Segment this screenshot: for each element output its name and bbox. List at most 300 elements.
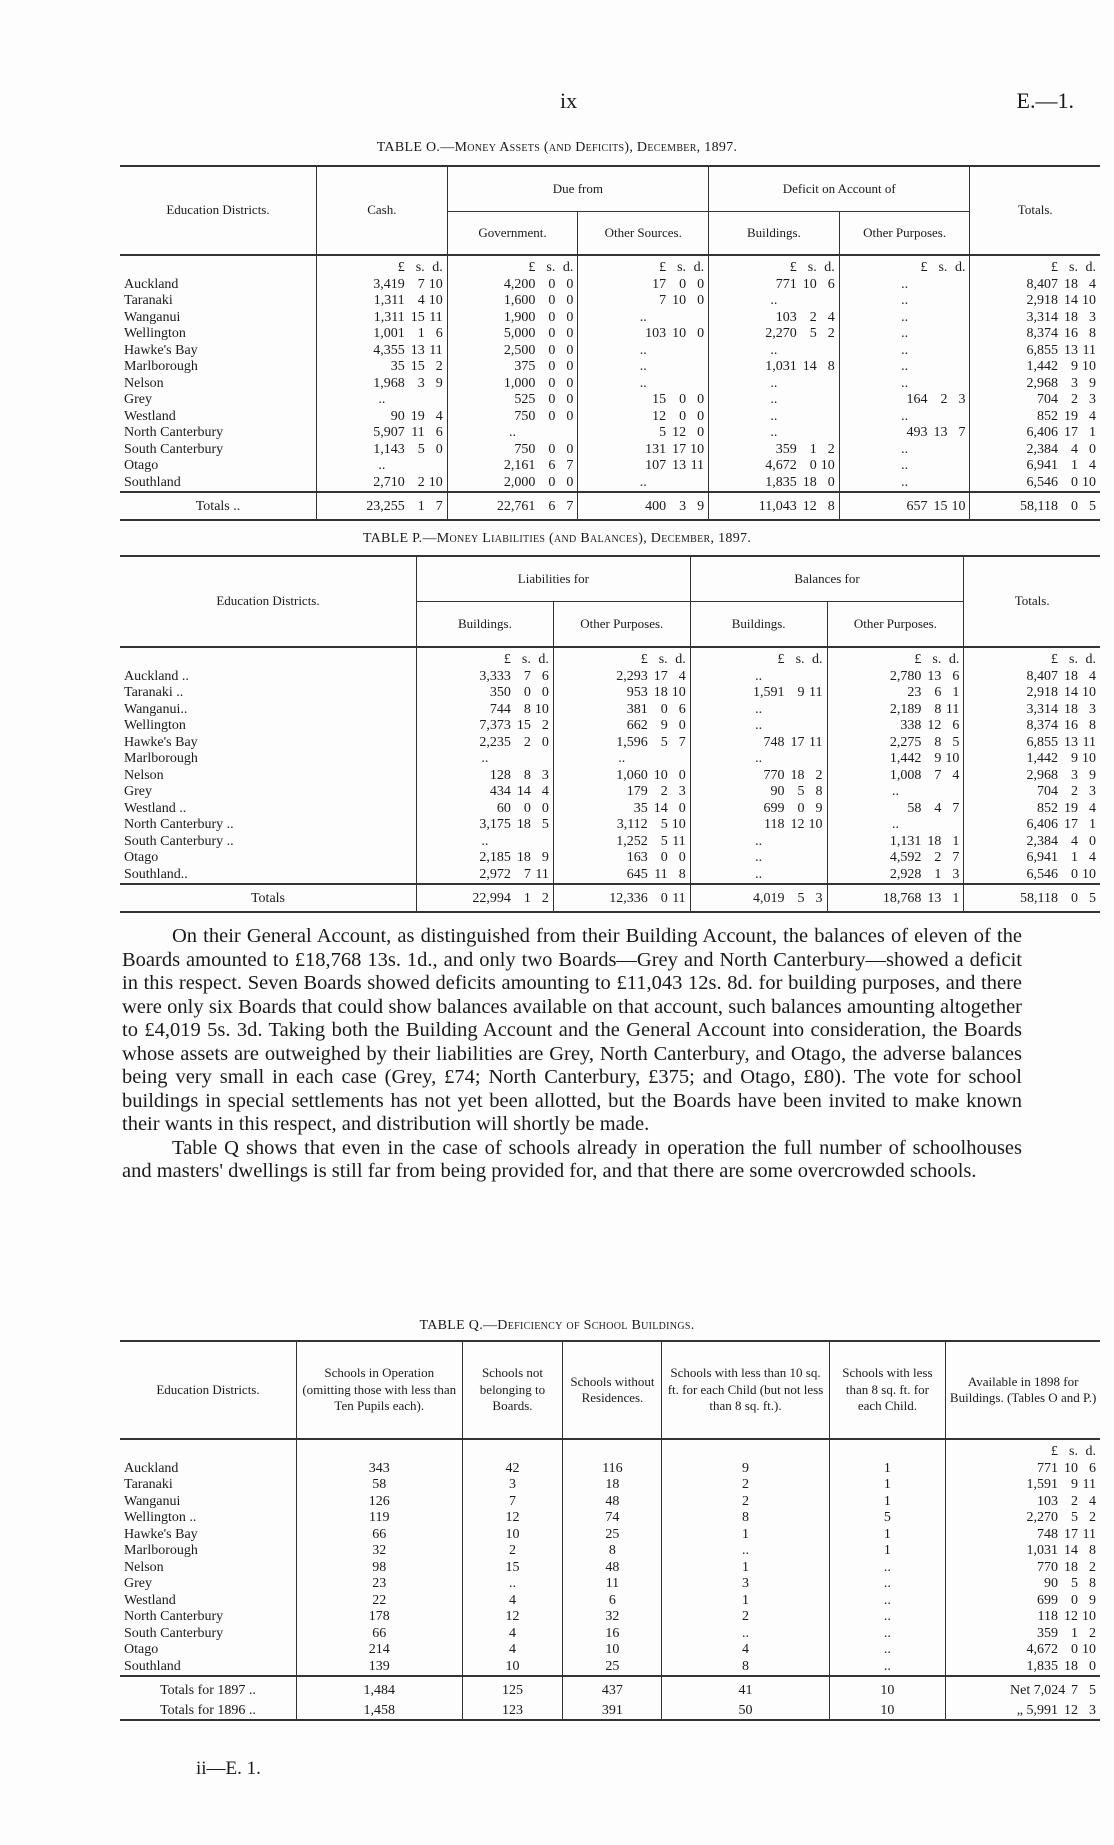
shillings: 2 bbox=[523, 734, 531, 750]
shillings: 9 bbox=[934, 751, 942, 766]
amount bbox=[879, 260, 965, 277]
shillings: 0 bbox=[548, 441, 556, 457]
value-cell bbox=[417, 801, 554, 818]
shillings: 13 bbox=[1064, 342, 1078, 358]
table-row bbox=[120, 1593, 1100, 1610]
col-header-district: Education Districts. bbox=[166, 202, 270, 218]
amount bbox=[487, 475, 573, 492]
amount bbox=[600, 702, 686, 719]
pounds: 1,442 bbox=[1026, 751, 1058, 766]
amount bbox=[1010, 784, 1096, 801]
shillings: 2 bbox=[934, 850, 942, 865]
total-cell bbox=[709, 492, 840, 520]
value-cell bbox=[417, 735, 554, 752]
units-cell bbox=[839, 255, 970, 277]
value-cell bbox=[946, 1626, 1100, 1643]
value-cell: .. bbox=[829, 1593, 946, 1610]
col-header-liab-other: Other Purposes. bbox=[553, 602, 690, 648]
amount bbox=[749, 458, 835, 475]
pounds: 163 bbox=[626, 850, 648, 865]
value-cell bbox=[553, 784, 690, 801]
district-label: Southland.. bbox=[124, 866, 188, 882]
shillings: 2 bbox=[940, 392, 948, 407]
pounds: 3,175 bbox=[479, 817, 511, 832]
amount bbox=[1010, 1543, 1096, 1560]
pence: 11 bbox=[809, 685, 823, 700]
pence: 3 bbox=[1089, 392, 1096, 407]
pence: 5 bbox=[1089, 1683, 1096, 1698]
amount bbox=[1010, 310, 1096, 327]
pence: 7 bbox=[566, 499, 574, 514]
pounds: 525 bbox=[514, 392, 536, 407]
shillings: 18 bbox=[1064, 668, 1078, 684]
shillings: 13 bbox=[927, 668, 942, 684]
value-cell: .. bbox=[578, 343, 709, 360]
amount bbox=[1010, 1703, 1096, 1720]
district-name bbox=[120, 1593, 297, 1610]
amount bbox=[618, 458, 704, 475]
shillings: 0 bbox=[548, 408, 556, 424]
value-cell: 126 bbox=[297, 1494, 463, 1511]
shillings: 4 bbox=[1071, 833, 1078, 849]
amount bbox=[600, 718, 686, 735]
shillings: 5 bbox=[1071, 1510, 1078, 1525]
shillings: s. bbox=[1069, 1444, 1078, 1459]
total-cell: 123 bbox=[462, 1703, 563, 1721]
amount bbox=[618, 409, 704, 426]
pence: d. bbox=[1085, 260, 1096, 275]
total-cell bbox=[964, 884, 1100, 912]
pence: 1 bbox=[952, 891, 960, 906]
amount bbox=[618, 277, 704, 294]
value-cell bbox=[317, 310, 448, 327]
col-header-5: Schools with less than 8 sq. ft. for each Child. bbox=[829, 1341, 946, 1439]
value-cell bbox=[690, 685, 827, 702]
pounds: 3,419 bbox=[373, 276, 405, 292]
value-cell: 1 bbox=[662, 1527, 829, 1544]
pence: 10 bbox=[534, 701, 549, 717]
district-label: Totals for 1896 .. bbox=[160, 1702, 256, 1718]
pence: 8 bbox=[1089, 1576, 1096, 1591]
amount bbox=[737, 817, 823, 834]
amount bbox=[1010, 652, 1096, 669]
pounds: 4,672 bbox=[1026, 1642, 1058, 1657]
table-row bbox=[120, 735, 1100, 752]
table-row bbox=[120, 475, 1100, 493]
units-cell bbox=[690, 647, 827, 669]
pounds: 8,374 bbox=[1026, 718, 1058, 733]
amount bbox=[749, 442, 835, 459]
pounds: 7 bbox=[659, 293, 667, 308]
amount bbox=[737, 685, 823, 702]
pounds: 6,546 bbox=[1026, 866, 1058, 882]
pence: 3 bbox=[541, 767, 549, 783]
table-o-title-text: Money Assets (and Deficits), December, 1897. bbox=[454, 140, 738, 155]
pence: 5 bbox=[541, 817, 549, 832]
shillings: 3 bbox=[679, 499, 687, 514]
pence: 10 bbox=[1082, 751, 1096, 766]
amount bbox=[879, 499, 965, 516]
table-row bbox=[120, 310, 1100, 327]
value-cell: 9 bbox=[662, 1461, 829, 1478]
value-cell bbox=[827, 685, 964, 702]
district-name bbox=[120, 850, 417, 867]
value-cell: .. bbox=[578, 359, 709, 376]
pounds: £ bbox=[397, 260, 405, 275]
shillings: 0 bbox=[548, 375, 556, 391]
shillings: 0 bbox=[548, 309, 556, 325]
value-cell bbox=[709, 310, 840, 327]
value-cell: 139 bbox=[297, 1659, 463, 1677]
district-name bbox=[120, 1510, 297, 1527]
units-cell bbox=[709, 255, 840, 277]
shillings: 11 bbox=[411, 425, 425, 440]
amount bbox=[879, 425, 965, 442]
pounds: 1,596 bbox=[616, 734, 648, 750]
pence: d. bbox=[432, 260, 443, 275]
shillings: 18 bbox=[1064, 1658, 1078, 1674]
district-name bbox=[120, 359, 317, 376]
col-header-0: Education Districts. bbox=[156, 1381, 260, 1397]
pence: 0 bbox=[697, 425, 705, 440]
table-row bbox=[120, 718, 1100, 735]
pence: 10 bbox=[1082, 474, 1096, 490]
pence: 3 bbox=[1089, 784, 1096, 799]
shillings: 14 bbox=[1064, 1543, 1078, 1558]
value-cell bbox=[970, 293, 1100, 310]
value-cell: 10 bbox=[462, 1527, 563, 1544]
value-cell: 48 bbox=[563, 1560, 662, 1577]
amount bbox=[463, 702, 549, 719]
value-cell: 32 bbox=[297, 1543, 463, 1560]
table-q-title-text: Deficiency of School Buildings. bbox=[497, 1318, 695, 1333]
col-header-bal-other: Other Purposes. bbox=[827, 602, 964, 648]
district-label: Otago bbox=[124, 458, 159, 473]
amount bbox=[737, 735, 823, 752]
district-label: Totals .. bbox=[195, 499, 241, 514]
pounds: 1,900 bbox=[503, 309, 536, 325]
amount bbox=[873, 751, 959, 768]
shillings: 1 bbox=[523, 891, 531, 906]
district-label: Grey bbox=[124, 784, 152, 799]
shillings: 16 bbox=[1064, 326, 1078, 341]
table-row bbox=[120, 343, 1100, 360]
pence: 10 bbox=[1082, 866, 1096, 882]
pence: 0 bbox=[1089, 833, 1096, 849]
pounds: 15 bbox=[652, 392, 667, 407]
shillings: 0 bbox=[1071, 474, 1078, 490]
pence: 6 bbox=[435, 326, 443, 341]
pence: 8 bbox=[678, 866, 686, 882]
value-cell bbox=[970, 326, 1100, 343]
value-cell bbox=[946, 1659, 1100, 1677]
pence: 11 bbox=[535, 866, 549, 882]
total-cell: 437 bbox=[563, 1676, 662, 1703]
pounds: 350 bbox=[489, 685, 511, 700]
shillings: 12 bbox=[1064, 1609, 1078, 1624]
empty-cell bbox=[120, 647, 417, 669]
value-cell bbox=[970, 458, 1100, 475]
pounds: 107 bbox=[645, 458, 667, 473]
shillings: 5 bbox=[660, 833, 668, 849]
amount bbox=[463, 735, 549, 752]
pounds: 1,031 bbox=[765, 359, 797, 374]
pounds: 1,835 bbox=[765, 474, 797, 490]
pence: 3 bbox=[1089, 701, 1096, 717]
pence: 10 bbox=[1082, 1609, 1096, 1624]
pence: 4 bbox=[678, 668, 686, 684]
col-header-6: Available in 1898 for Buildings. (Tables O and P.) bbox=[946, 1341, 1100, 1439]
pence: 11 bbox=[1082, 342, 1096, 358]
district-label: Nelson bbox=[124, 1559, 164, 1575]
pence: 11 bbox=[945, 701, 960, 717]
district-name bbox=[120, 817, 417, 834]
district-name bbox=[120, 1676, 297, 1703]
table-row bbox=[120, 1527, 1100, 1544]
amount bbox=[1010, 1560, 1096, 1577]
district-name bbox=[120, 1461, 297, 1478]
pence: 1 bbox=[1089, 425, 1096, 440]
district-name bbox=[120, 326, 317, 343]
shillings: 10 bbox=[653, 767, 668, 783]
table-row bbox=[120, 277, 1100, 294]
value-cell: 5 bbox=[829, 1510, 946, 1527]
pence: 10 bbox=[671, 685, 686, 700]
value-cell: .. bbox=[690, 718, 827, 735]
amount bbox=[1010, 409, 1096, 426]
district-name bbox=[120, 1576, 297, 1593]
pounds: 103 bbox=[1037, 1493, 1058, 1509]
shillings: 6 bbox=[934, 685, 942, 700]
shillings: 0 bbox=[548, 293, 556, 308]
pounds: 1,311 bbox=[373, 293, 405, 308]
value-cell: .. bbox=[829, 1609, 946, 1626]
value-cell bbox=[578, 277, 709, 294]
pounds: 3,333 bbox=[479, 668, 511, 684]
value-cell bbox=[317, 409, 448, 426]
amount bbox=[1010, 669, 1096, 686]
district-label: Wanganui.. bbox=[124, 701, 188, 717]
shillings: 1 bbox=[417, 326, 425, 341]
pounds: 90 bbox=[770, 784, 785, 799]
amount bbox=[463, 850, 549, 867]
pounds: 2,275 bbox=[889, 734, 922, 750]
pounds: 4,592 bbox=[889, 850, 922, 865]
shillings: 13 bbox=[410, 342, 425, 358]
col-header-4: Schools with less than 10 sq. ft. for each Child (but not less than 8 sq. ft.). bbox=[662, 1341, 829, 1439]
pence: 9 bbox=[697, 499, 705, 514]
paragraph: On their General Account, as distinguished from their Building Account, the balances of eleven of the Boards amounted to £18,768 13s. 1d., and only two Boards—Grey and North Canterbury—showed a deficit in this respect. Seven Boards showed deficits amounting to £11,043 12s. 8d. for building purposes, and there were only six Boards that could show balances available on that account, such balances amounting altogether to £4,019 5s. 3d. Taking both the Building Account and the General Account into consideration, the Boards whose assets are outweighed by their liabilities are Grey, North Canterbury, and Otago, the adverse balances being very small in each case (Grey, £74; North Canterbury, £375; and Otago, £80). The vote for school buildings in special settlements has not yet been allotted, but the Boards have been invited to make known their wants in this respect, and distribution will shortly be made. bbox=[122, 925, 1022, 1135]
pence: 4 bbox=[827, 309, 835, 325]
district-label: Marlborough bbox=[124, 1543, 198, 1558]
shillings: 7 bbox=[1071, 1683, 1078, 1698]
value-cell: .. bbox=[578, 376, 709, 393]
district-name bbox=[120, 458, 317, 475]
pounds: 2,968 bbox=[1026, 375, 1058, 391]
pence: 0 bbox=[678, 800, 686, 816]
pence: 0 bbox=[697, 392, 705, 407]
amount bbox=[1010, 834, 1096, 851]
amount bbox=[487, 260, 573, 277]
table-row bbox=[120, 1510, 1100, 1527]
pounds: 58,118 bbox=[1020, 891, 1058, 906]
value-cell bbox=[578, 293, 709, 310]
value-cell bbox=[970, 359, 1100, 376]
value-cell bbox=[709, 458, 840, 475]
pounds: 699 bbox=[1037, 1592, 1058, 1608]
shillings: s. bbox=[938, 260, 948, 275]
pence: 4 bbox=[541, 784, 549, 799]
amount bbox=[463, 669, 549, 686]
shillings: 18 bbox=[802, 474, 817, 490]
shillings: 18 bbox=[1064, 309, 1078, 325]
value-cell bbox=[964, 702, 1100, 719]
table-row bbox=[120, 1576, 1100, 1593]
shillings: 13 bbox=[672, 458, 687, 473]
pence: 0 bbox=[566, 441, 574, 457]
value-cell bbox=[970, 343, 1100, 360]
shillings: 5 bbox=[809, 326, 817, 341]
pence: d. bbox=[562, 260, 574, 275]
value-cell bbox=[417, 768, 554, 785]
page-footer: ii—E. 1. bbox=[196, 1758, 261, 1779]
table-row bbox=[120, 768, 1100, 785]
pence: 2 bbox=[1089, 1510, 1096, 1525]
pence: 0 bbox=[541, 734, 549, 750]
pence: 7 bbox=[566, 458, 574, 473]
shillings: 5 bbox=[1071, 1576, 1078, 1591]
col-header-totals: Totals. bbox=[970, 166, 1100, 255]
table-row bbox=[120, 834, 1100, 851]
value-cell: .. bbox=[553, 751, 690, 768]
pence: 7 bbox=[952, 800, 960, 816]
total-cell: 391 bbox=[563, 1703, 662, 1721]
shillings: 0 bbox=[548, 342, 556, 358]
pence: 4 bbox=[1089, 1493, 1096, 1509]
shillings: 6 bbox=[548, 458, 556, 473]
pounds: £ bbox=[789, 260, 797, 275]
pounds: 18,768 bbox=[882, 891, 922, 906]
shillings: s. bbox=[932, 652, 942, 667]
amount bbox=[1010, 1494, 1096, 1511]
pounds: 1,131 bbox=[889, 833, 922, 849]
pounds: 1,311 bbox=[373, 309, 405, 325]
value-cell bbox=[317, 442, 448, 459]
value-cell bbox=[946, 1609, 1100, 1626]
district-name bbox=[120, 735, 417, 752]
table-row bbox=[120, 326, 1100, 343]
shillings: 18 bbox=[516, 817, 531, 832]
amount bbox=[618, 326, 704, 343]
table-row bbox=[120, 1543, 1100, 1560]
shillings: s. bbox=[521, 652, 531, 667]
col-header-other-sources: Other Sources. bbox=[578, 212, 709, 256]
pounds: 2,710 bbox=[373, 474, 405, 490]
value-cell bbox=[690, 768, 827, 785]
amount bbox=[463, 685, 549, 702]
shillings: 1 bbox=[417, 499, 425, 514]
shillings: 17 bbox=[790, 734, 805, 750]
table-row bbox=[120, 1477, 1100, 1494]
value-cell bbox=[553, 735, 690, 752]
value-cell: 48 bbox=[563, 1494, 662, 1511]
total-cell bbox=[970, 492, 1100, 520]
pounds: 1,591 bbox=[753, 685, 785, 700]
district-name bbox=[120, 376, 317, 393]
amount bbox=[749, 310, 835, 327]
pence: 2 bbox=[815, 767, 823, 783]
table-q-title bbox=[0, 1318, 1114, 1334]
value-cell bbox=[827, 702, 964, 719]
shillings: s. bbox=[1069, 260, 1078, 275]
district-name bbox=[120, 1527, 297, 1544]
pence: 0 bbox=[697, 293, 705, 308]
value-cell: .. bbox=[839, 326, 970, 343]
district-name bbox=[120, 475, 317, 493]
pence: 6 bbox=[1089, 1460, 1096, 1476]
district-name bbox=[120, 1642, 297, 1659]
district-label: Marlborough bbox=[124, 359, 198, 374]
pounds: 6,546 bbox=[1026, 474, 1058, 490]
shillings: 12 bbox=[802, 499, 817, 514]
district-label: Westland bbox=[124, 408, 176, 424]
value-cell bbox=[946, 1576, 1100, 1593]
pounds: 22,761 bbox=[496, 499, 536, 514]
amount bbox=[357, 425, 443, 442]
total-cell bbox=[827, 884, 964, 912]
value-cell: .. bbox=[839, 310, 970, 327]
shillings: 7 bbox=[523, 668, 531, 684]
pounds: „ 5,991 bbox=[1016, 1702, 1058, 1718]
value-cell bbox=[827, 768, 964, 785]
shillings: 0 bbox=[679, 408, 687, 424]
shillings: 0 bbox=[1071, 1592, 1078, 1608]
pounds: 1,835 bbox=[1026, 1658, 1058, 1674]
amount bbox=[873, 850, 959, 867]
district-name bbox=[120, 751, 417, 768]
pence: 11 bbox=[690, 458, 705, 473]
pounds: 852 bbox=[1037, 800, 1058, 816]
pounds: 1,442 bbox=[889, 751, 922, 766]
col-header-2: Schools not belonging to Boards. bbox=[462, 1341, 563, 1439]
pence: 4 bbox=[1089, 458, 1096, 473]
district-name bbox=[120, 867, 417, 885]
pounds: 90 bbox=[1044, 1576, 1058, 1591]
shillings: s. bbox=[546, 260, 556, 275]
col-header-balances-for: Balances for bbox=[690, 556, 964, 602]
pounds: 2,293 bbox=[616, 668, 648, 684]
value-cell bbox=[317, 376, 448, 393]
value-cell bbox=[317, 359, 448, 376]
value-cell bbox=[447, 409, 578, 426]
pounds: 770 bbox=[1037, 1559, 1058, 1575]
pence: d. bbox=[948, 652, 960, 667]
district-label: Wellington .. bbox=[124, 1510, 197, 1525]
value-cell bbox=[578, 442, 709, 459]
pounds: 3,112 bbox=[616, 817, 648, 832]
shillings: 0 bbox=[548, 276, 556, 292]
shillings: 7 bbox=[934, 767, 942, 783]
amount bbox=[487, 392, 573, 409]
district-label: Auckland bbox=[124, 1460, 179, 1476]
shillings: 18 bbox=[516, 850, 531, 865]
pounds: 6,941 bbox=[1026, 458, 1058, 473]
value-cell: .. bbox=[690, 669, 827, 686]
pence: 3 bbox=[815, 891, 823, 906]
pence: 0 bbox=[566, 408, 574, 424]
district-label: Grey bbox=[124, 1576, 152, 1591]
table-row bbox=[120, 784, 1100, 801]
